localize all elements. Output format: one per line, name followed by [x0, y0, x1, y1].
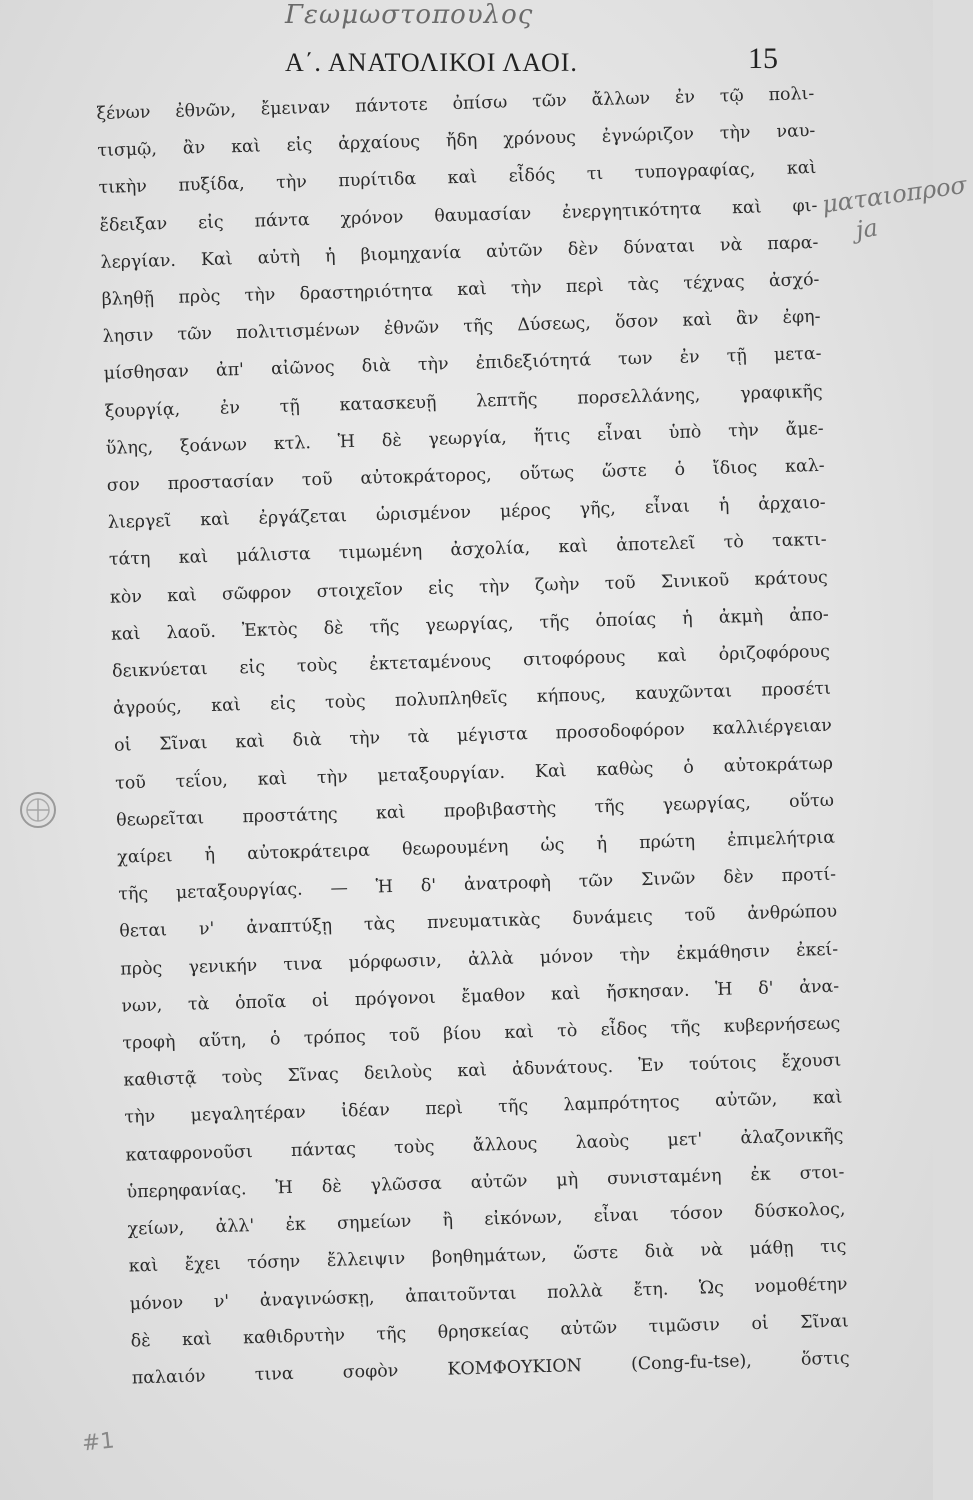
margin-note-line: ja	[854, 213, 880, 245]
text-line: τροφὴ αὕτη, ὁ τρόπος τοῦ βίου καὶ τὸ εἶδος τῆς κυβερνήσεως	[122, 1013, 841, 1054]
text-line: τισμῷ, ἂν καὶ εἰς ἀρχαίους ἤδη χρόνους ἐγνώριζον τὴν ναυ-	[97, 121, 816, 162]
text-line: ξουργίᾳ, ἐν τῇ κατασκευῇ λεπτῆς πορσελλάνης, γραφικῆς	[104, 381, 823, 422]
pencil-mark: #1	[80, 1428, 116, 1457]
text-line: ὑπερηφανίας. Ἡ δὲ γλῶσσα αὐτῶν μὴ συνισταμένη ἐκ στοι-	[126, 1162, 845, 1203]
text-line: λησιν τῶν πολιτισμένων ἐθνῶν τῆς Δύσεως, ὅσον καὶ ἂν ἐφη-	[102, 307, 821, 348]
text-line: τικὴν πυξίδα, τὴν πυρίτιδα καὶ εἶδός τι τυπογραφίας, καὶ	[98, 158, 817, 199]
text-line: μίσθησαν ἀπ' αἰῶνος διὰ τὴν ἐπιδεξιότητά των ἐν τῇ μετα-	[103, 344, 822, 385]
library-stamp-icon	[18, 790, 58, 830]
text-line: ἀγρούς, καὶ εἰς τοὺς πολυπληθεῖς κήπους, καυχῶνται προσέτι	[112, 678, 832, 720]
text-line: θεωρεῖται προστάτης καὶ προβιβαστὴς τῆς γεωργίας, οὕτω	[115, 790, 835, 831]
text-line: πρὸς γενικήν τινα μόρφωσιν, ἀλλὰ μόνον τὴν ἐκμάθησιν ἐκεί-	[120, 939, 839, 980]
text-line: παλαιόν τινα σοφὸν ΚΟΜΦΟΥΚΙΟΝ (Cong-fu-tse), ὅστις	[131, 1348, 850, 1389]
text-line: ἔδειξαν εἰς πάντα χρόνον θαυμασίαν ἐνεργητικότητα καὶ φι-	[99, 195, 818, 236]
text-line: καὶ ἔχει τόσην ἔλλειψιν βοηθημάτων, ὥστε διὰ νὰ μάθῃ τις	[128, 1236, 847, 1277]
text-line: ὕλης, ξοάνων κτλ. Ἡ δὲ γεωργία, ἥτις εἶναι ὑπὸ τὴν ἄμε-	[105, 418, 824, 459]
text-line: χαίρει ἡ αὐτοκράτειρα θεωρουμένη ὡς ἡ πρώτη ἐπιμελήτρια	[116, 827, 836, 868]
handwritten-owner-inscription: Γεωμωστοπουλος	[285, 0, 534, 30]
text-line: θεται ν' ἀναπτύξῃ τὰς πνευματικὰς δυνάμεις τοῦ ἀνθρώπου	[119, 902, 838, 943]
text-line: κὸν καὶ σῶφρον στοιχεῖον εἰς τὴν ζωὴν τοῦ Σινικοῦ κράτους	[109, 567, 829, 608]
text-line: τῆς μεταξουργίας. — Ἡ δ' ἀνατροφὴ τῶν Σινῶν δὲν προτί-	[118, 864, 837, 905]
text-line: τάτη καὶ μάλιστα τιμωμένη ἀσχολία, καὶ ἀποτελεῖ τὸ τακτι-	[108, 530, 827, 571]
text-line: νων, τὰ ὁποῖα οἱ πρόγονοι ἔμαθον καὶ ἤσκησαν. Ἡ δ' ἀνα-	[121, 976, 840, 1017]
text-line: χείων, ἀλλ' ἐκ σημείων ἢ εἰκόνων, εἶναι τόσον δύσκολος,	[127, 1199, 846, 1240]
text-line: λιεργεῖ καὶ ἐργάζεται ὡρισμένον μέρος γῆς, εἶναι ἡ ἀρχαιο-	[107, 493, 826, 534]
text-line: σον προστασίαν τοῦ αὐτοκράτορος, οὕτως ὥστε ὁ ἴδιος καλ-	[106, 455, 825, 496]
text-line: ξένων ἐθνῶν, ἔμειναν πάντοτε ὀπίσω τῶν ἄλλων ἐν τῷ πολι-	[96, 83, 815, 124]
handwritten-margin-note	[820, 170, 969, 250]
body-text	[96, 76, 850, 1398]
text-line: βληθῇ πρὸς τὴν δραστηριότητα καὶ τὴν περὶ τὰς τέχνας ἀσχό-	[101, 269, 820, 310]
text-line: τοῦ τεΐου, καὶ τὴν μεταξουργίαν. Καὶ καθὼς ὁ αὐτοκράτωρ	[114, 753, 834, 794]
text-line: καθιστᾷ τοὺς Σῖνας δειλοὺς καὶ ἀδυνάτους. Ἐν τούτοις ἔχουσι	[123, 1050, 842, 1091]
text-line: καταφρονοῦσι πάντας τοὺς ἄλλους λαοὺς μετ' ἀλαζονικῆς	[125, 1125, 844, 1166]
running-head: Α΄. ΑΝΑΤΟΛΙΚΟΙ ΛΑΟΙ.	[285, 48, 578, 77]
page-number: 15	[748, 42, 778, 75]
text-line: λεργίαν. Καὶ αὐτὴ ἡ βιομηχανία αὐτῶν δὲν δύναται νὰ παρα-	[100, 232, 819, 273]
text-line: δεικνύεται εἰς τοὺς ἐκτεταμένους σιτοφόρους καὶ ὀριζοφόρους	[111, 641, 831, 682]
text-line: καὶ λαοῦ. Ἐκτὸς δὲ τῆς γεωργίας, τῆς ὁποίας ἡ ἀκμὴ ἀπο-	[110, 604, 830, 645]
text-line: δὲ καὶ καθιδρυτὴν τῆς θρησκείας αὐτῶν τιμῶσιν οἱ Σῖναι	[130, 1311, 849, 1352]
text-line: μόνον ν' ἀναγινώσκῃ, ἀπαιτοῦνται πολλὰ ἔτη. Ὡς νομοθέτην	[129, 1273, 848, 1315]
text-line: οἱ Σῖναι καὶ διὰ τὴν τὰ μέγιστα προσοδοφόρον καλλιέργειαν	[113, 716, 833, 757]
text-line: τὴν μεγαλητέραν ἰδέαν περὶ τῆς λαμπρότητος αὐτῶν, καὶ	[124, 1088, 843, 1129]
margin-note-line: ματαιοπροσ	[820, 170, 969, 219]
